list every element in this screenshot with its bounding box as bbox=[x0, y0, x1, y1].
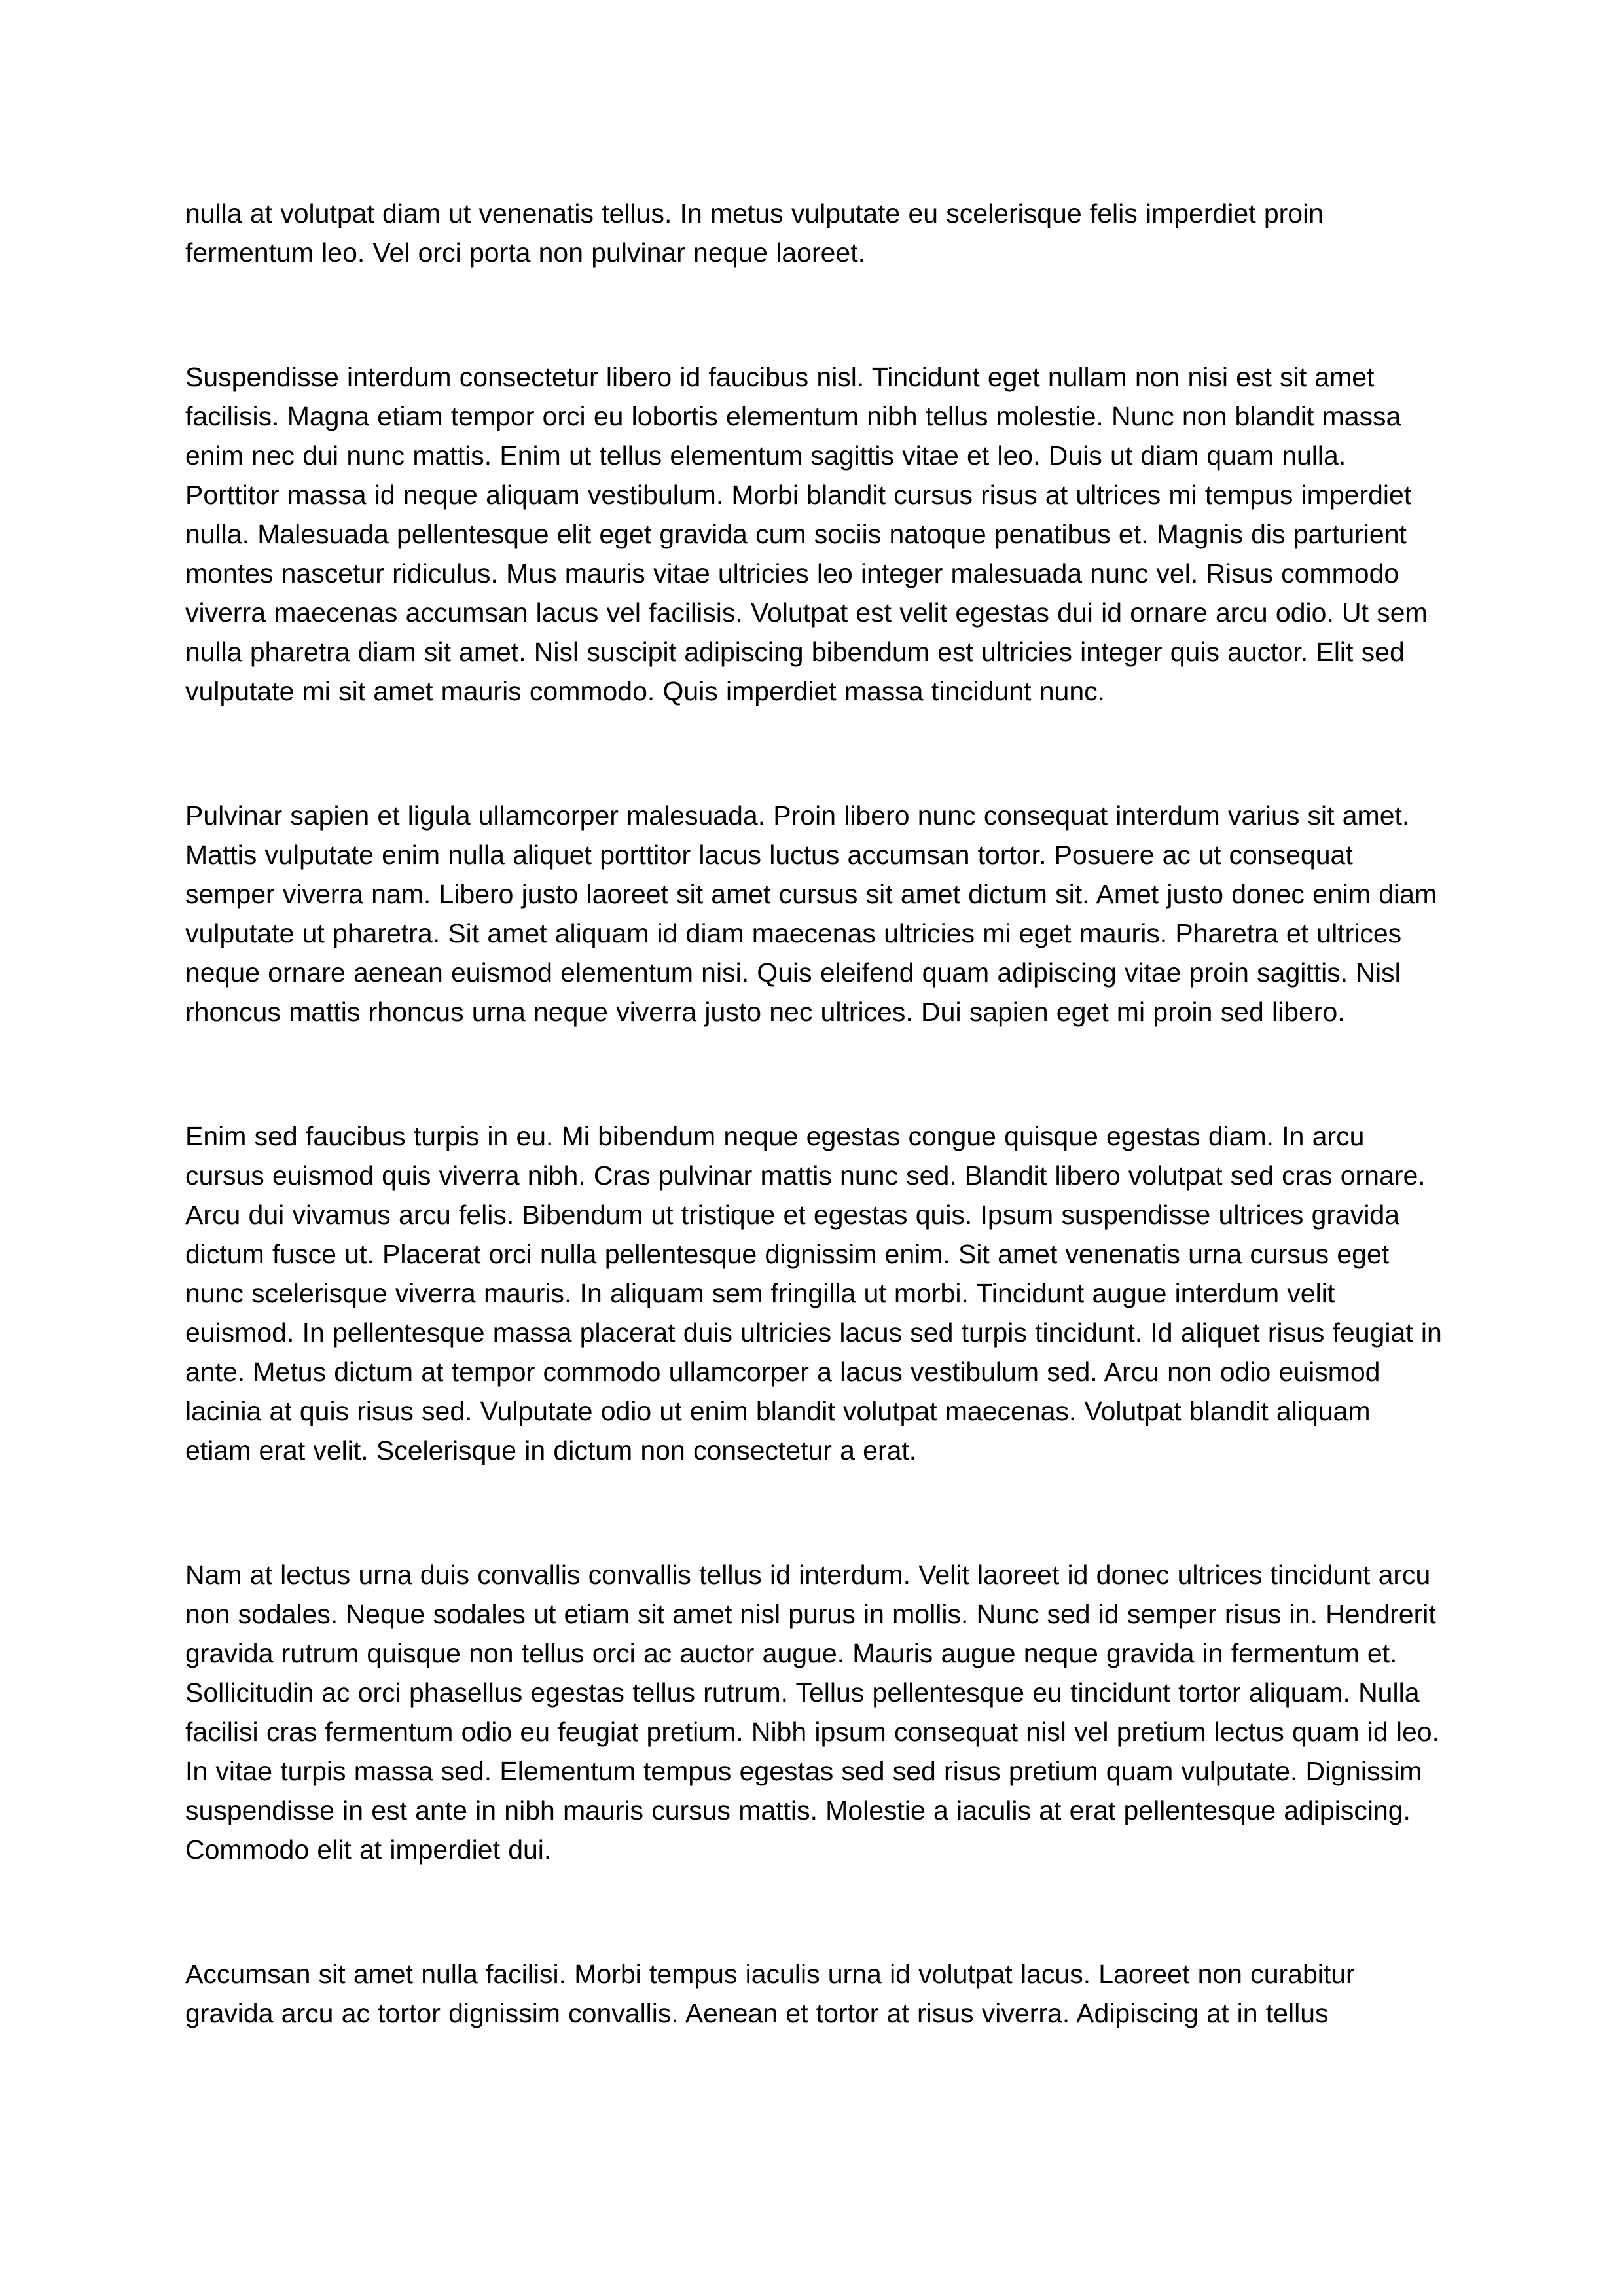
paragraph-1: nulla at volutpat diam ut venenatis tellus. In metus vulputate eu scelerisque felis imperdiet proin fermentum leo. Vel orci porta non pulvinar neque laoreet. bbox=[185, 198, 1324, 268]
paragraph-6: Accumsan sit amet nulla facilisi. Morbi tempus iaculis urna id volutpat lacus. Laoreet non curabitur gravida arcu ac tortor dignissim convallis. Aenean et tortor at risus viverra. Adipiscing at in tellus bbox=[185, 1959, 1355, 2028]
paragraph-5: Nam at lectus urna duis convallis convallis tellus id interdum. Velit laoreet id donec ultrices tincidunt arcu non sodales. Neque sodales ut etiam sit amet nisl purus in mollis. Nunc sed id semper risus in. Hendrerit gravida rutrum quisque non tellus orci ac auctor augue. Mauris augue neque gravida in fermentum et. Sollicitudin ac orci phasellus egestas tellus rutrum. Tellus pellentesque eu tincidunt tortor aliquam. Nulla facilisi cras fermentum odio eu feugiat pretium. Nibh ipsum consequat nisl vel pretium lectus quam id leo. In vitae turpis massa sed. Elementum tempus egestas sed sed risus pretium quam vulputate. Dignissim suspendisse in est ante in nibh mauris cursus mattis. Molestie a iaculis at erat pellentesque adipiscing. Commodo elit at imperdiet dui. bbox=[185, 1560, 1439, 1865]
paragraph-4: Enim sed faucibus turpis in eu. Mi bibendum neque egestas congue quisque egestas diam. In arcu cursus euismod quis viverra nibh. Cras pulvinar mattis nunc sed. Blandit libero volutpat sed cras ornare. Arcu dui vivamus arcu felis. Bibendum ut tristique et egestas quis. Ipsum suspendisse ultrices gravida dictum fusce ut. Placerat orci nulla pellentesque dignissim enim. Sit amet venenatis urna cursus eget nunc scelerisque viverra mauris. In aliquam sem fringilla ut morbi. Tincidunt augue interdum velit euismod. In pellentesque massa placerat duis ultricies lacus sed turpis tincidunt. Id aliquet risus feugiat in ante. Metus dictum at tempor commodo ullamcorper a lacus vestibulum sed. Arcu non odio euismod lacinia at quis risus sed. Vulputate odio ut enim blandit volutpat maecenas. Volutpat blandit aliquam etiam erat velit. Scelerisque in dictum non consectetur a erat. bbox=[185, 1121, 1442, 1465]
paragraph-2: Suspendisse interdum consectetur libero id faucibus nisl. Tincidunt eget nullam non nisi est sit amet facilisis. Magna etiam tempor orci eu lobortis elementum nibh tellus molestie. Nunc non blandit massa enim nec dui nunc mattis. Enim ut tellus elementum sagittis vitae et leo. Duis ut diam quam nulla. Porttitor massa id neque aliquam vestibulum. Morbi blandit cursus risus at ultrices mi tempus imperdiet nulla. Malesuada pellentesque elit eget gravida cum sociis natoque penatibus et. Magnis dis parturient montes nascetur ridiculus. Mus mauris vitae ultricies leo integer malesuada nunc vel. Risus commodo viverra maecenas accumsan lacus vel facilisis. Volutpat est velit egestas dui id ornare arcu odio. Ut sem nulla pharetra diam sit amet. Nisl suscipit adipiscing bibendum est ultricies integer quis auctor. Elit sed vulputate mi sit amet mauris commodo. Quis imperdiet massa tincidunt nunc. bbox=[185, 362, 1428, 706]
paragraph-3: Pulvinar sapien et ligula ullamcorper malesuada. Proin libero nunc consequat interdum varius sit amet. Mattis vulputate enim nulla aliquet porttitor lacus luctus accumsan tortor. Posuere ac ut consequat semper viverra nam. Libero justo laoreet sit amet cursus sit amet dictum sit. Amet justo donec enim diam vulputate ut pharetra. Sit amet aliquam id diam maecenas ultricies mi eget mauris. Pharetra et ultrices neque ornare aenean euismod elementum nisi. Quis eleifend quam adipiscing vitae proin sagittis. Nisl rhoncus mattis rhoncus urna neque viverra justo nec ultrices. Dui sapien eget mi proin sed libero. bbox=[185, 800, 1437, 1027]
